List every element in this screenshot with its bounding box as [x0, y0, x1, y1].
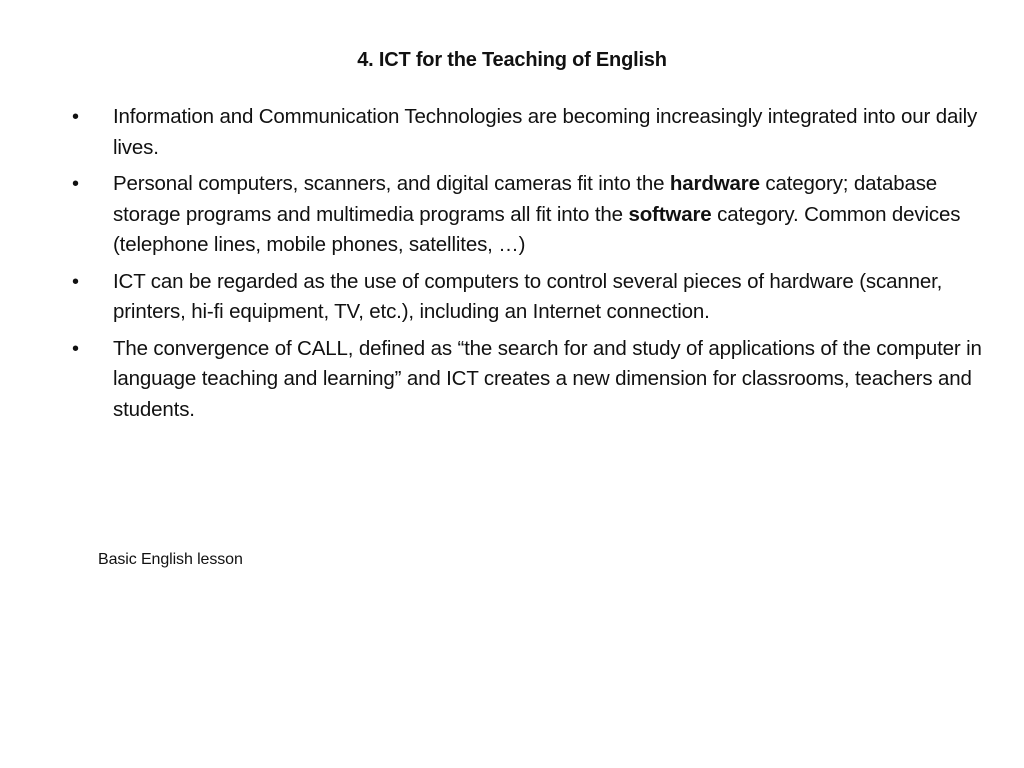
bullet-icon: • — [72, 173, 79, 195]
bullet-icon: • — [72, 270, 79, 293]
bullet-item-4 — [72, 334, 982, 426]
bullet-text-segment: ICT can be regarded as the use of computers to control several pieces of hardware (scanner, printers, hi-fi equipment, TV, etc.), including an Internet connection. — [113, 269, 943, 323]
bullet-icon: • — [72, 106, 79, 128]
bullet-text — [113, 172, 960, 256]
bullet-item-2 — [72, 169, 982, 261]
footer-note: Basic English lesson — [98, 551, 243, 568]
slide-title: 4. ICT for the Teaching of English — [357, 49, 667, 71]
bullet-list — [72, 102, 982, 431]
bullet-text-segment: Information and Communication Technologies are becoming increasingly integrated into our daily lives. — [113, 105, 978, 159]
bullet-icon: • — [72, 337, 79, 360]
bullet-text-segment: category. Common devices (telephone lines, mobile phones, satellites, …) — [113, 202, 961, 256]
bullet-text — [113, 105, 977, 159]
bullet-text-segment: category; database storage programs and multimedia programs all fit into the — [113, 172, 938, 226]
bullet-text-segment: Personal computers, scanners, and digital cameras fit into the — [113, 172, 670, 195]
bold-term-hardware: hardware — [669, 172, 760, 195]
bullet-item-3 — [72, 267, 982, 328]
bold-term-software: software — [628, 202, 712, 226]
bullet-text-segment: The convergence of CALL, defined as “the search for and study of applications of the computer in language teaching and learning” and ICT creates a new dimension for classrooms, teachers and students. — [113, 336, 982, 421]
bullet-text — [113, 337, 982, 421]
bullet-text — [113, 270, 942, 324]
bullet-item-1 — [72, 102, 982, 163]
